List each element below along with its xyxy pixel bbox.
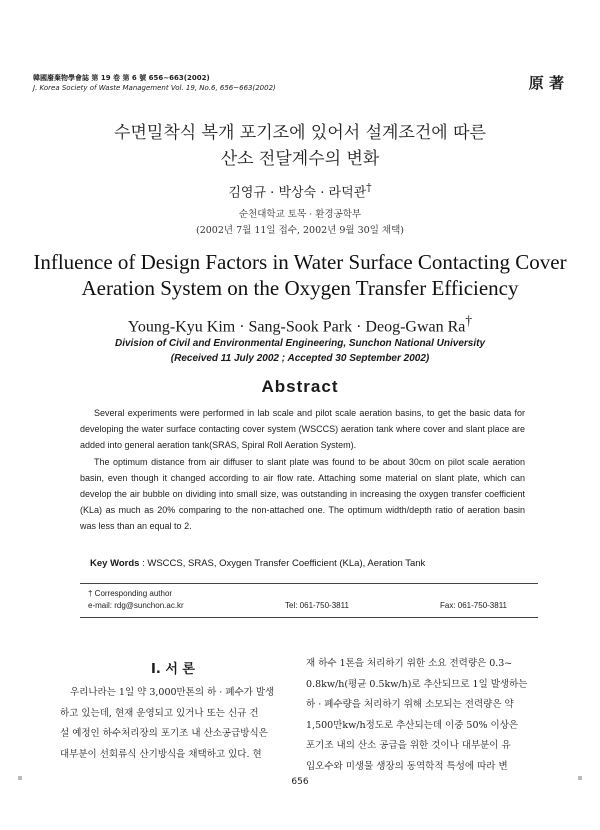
- scan-mark-left: [18, 776, 22, 780]
- keywords: [90, 558, 425, 569]
- english-received-dates: (Received 11 July 2002 ; Accepted 30 September 2002): [170, 353, 430, 364]
- keywords-text: : WSCCS, SRAS, Oxygen Transfer Coefficient (KLa), Aeration Tank: [139, 558, 426, 569]
- corresponding-fax: Fax: 061-750-3811: [440, 601, 508, 610]
- corresponding-author-mark: †: [366, 181, 372, 194]
- footnote-divider-bottom: [80, 617, 538, 618]
- english-title-line1: Influence of Design Factors in Water Surface Contacting Cover: [33, 250, 567, 274]
- korean-affiliation: 순천대학교 토목 · 환경공학부: [238, 209, 362, 220]
- section-heading-introduction: Ⅰ. 서 론: [151, 662, 195, 677]
- english-authors: [0, 313, 600, 336]
- left-line: 우리나라는 1일 약 3,000만톤의 하 · 폐수가 발생: [70, 687, 275, 698]
- right-line: 1,500만kw/h정도로 추산되는데 이중 50% 이상은: [306, 719, 519, 731]
- footnote-divider: [80, 583, 538, 584]
- left-line: 대부분이 선회류식 산기방식을 채택하고 있다. 현: [60, 748, 262, 760]
- right-line: 입오수와 미생물 생장의 동역학적 특성에 따라 변: [306, 760, 508, 772]
- abstract-body: [80, 405, 525, 535]
- right-line: 0.8kw/h(평균 0.5kw/h)로 추산되므로 1일 발생하는: [306, 678, 528, 690]
- body-right-column: [306, 654, 544, 777]
- english-title-line2: Aeration System on the Oxygen Transfer Efficiency: [81, 276, 519, 300]
- journal-header-korean: 韓國廢棄物學會誌 第 19 卷 第 6 號 656~663(2002): [33, 74, 210, 82]
- page-number: 656: [291, 777, 309, 787]
- korean-authors: [0, 181, 600, 200]
- english-author-names: Young-Kyu Kim · Sang-Sook Park · Deog-Gwan Ra: [127, 318, 466, 336]
- english-affiliation: Division of Civil and Environmental Engineering, Sunchon National University: [114, 338, 486, 349]
- korean-title-line2: 산소 전달계수의 변화: [220, 149, 380, 169]
- corresponding-tel: Tel: 061-750-3811: [285, 601, 349, 610]
- left-line: 하고 있는데, 현재 운영되고 있거나 또는 신규 건: [60, 707, 259, 719]
- right-line: 포기조 내의 산소 공급을 위한 것이나 대부분이 유: [306, 740, 511, 751]
- corresponding-author-mark-en: †: [465, 313, 473, 328]
- korean-author-names: 김영규 · 박상숙 · 라덕관: [228, 185, 367, 201]
- journal-header-english: J. Korea Society of Waste Management Vol. 19, No.6, 656~663(2002): [33, 84, 276, 92]
- body-left-column: [60, 683, 275, 765]
- abstract-paragraph-2: The optimum distance from air diffuser to slant plate was found to be about 30cm on pilot scale aeration basin, even though it changed according to air flow rate. Attaching some material on slant plate, which can develop the air bubble on dividing into small size, was outstanding in increasing the oxygen transfer coefficient (KLa) as much as 20% comparing to the non-attached one. The optimum width/depth ratio of aeration basin was less than an equal to 2.: [80, 456, 525, 532]
- right-line: 재 하수 1톤을 처리하기 위한 소요 전력량은 0.3~: [306, 658, 513, 669]
- right-line: 하 · 폐수량을 처리하기 위해 소모되는 전력량은 약: [306, 699, 514, 710]
- corresponding-email: e-mail: rdg@sunchon.ac.kr: [88, 601, 184, 610]
- korean-dates: (2002년 7월 11일 접수, 2002년 9월 30일 채택): [196, 225, 404, 236]
- left-line: 설 예정인 하수처리장의 포기조 내 산소공급방식은: [60, 728, 268, 739]
- corresponding-author-heading: † Corresponding author: [88, 589, 173, 598]
- article-type-label: 原 著: [528, 74, 564, 92]
- keywords-label: Key Words: [90, 558, 140, 569]
- abstract-heading: Abstract: [261, 377, 339, 396]
- abstract-paragraph-1: Several experiments were performed in lab scale and pilot scale aeration basins, to get the basic data for developing the water surface contacting cover system (WSCCS) aeration tank where cover and slant place are added into general aeration tank(SRAS, Spiral Roll Aeration System).: [80, 408, 525, 451]
- scan-mark-right: [578, 776, 582, 780]
- korean-title-line1: 수면밀착식 복개 포기조에 있어서 설계조건에 따른: [114, 123, 486, 143]
